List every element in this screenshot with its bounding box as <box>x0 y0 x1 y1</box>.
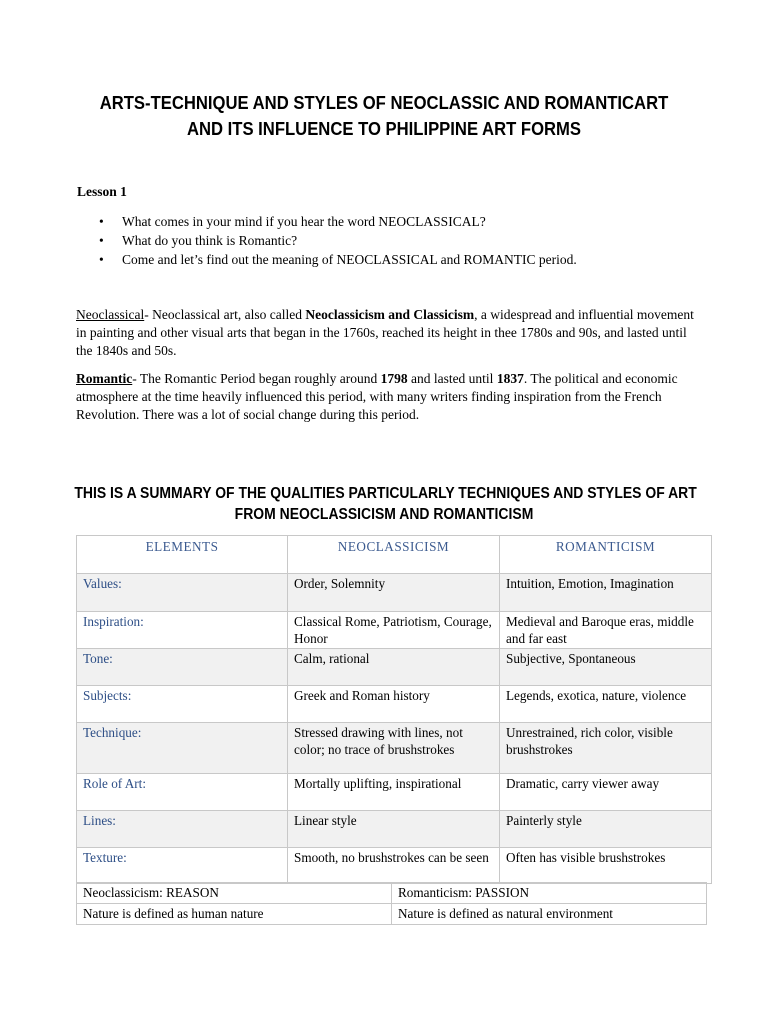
comparison-table <box>76 535 712 884</box>
neoclassicism-summary-cell: Neoclassicism: REASON <box>77 883 392 904</box>
romanticism-cell: Intuition, Emotion, Imagination <box>500 574 712 612</box>
neoclassicism-cell: Order, Solemnity <box>288 574 500 612</box>
table-row <box>77 848 712 884</box>
reason-passion-table <box>76 882 707 925</box>
table-row <box>77 904 707 925</box>
neoclassical-bold: Neoclassicism and Classicism <box>305 307 475 322</box>
romanticism-cell: Subjective, Spontaneous <box>500 649 712 686</box>
romantic-definition <box>76 370 696 425</box>
neoclassical-text-a: - Neoclassical art, also called <box>144 307 306 322</box>
header-elements: ELEMENTS <box>77 536 288 574</box>
romantic-year-start: 1798 <box>380 371 408 386</box>
romanticism-cell: Legends, exotica, nature, violence <box>500 686 712 723</box>
summary-heading <box>74 483 697 525</box>
table-row <box>77 811 712 848</box>
table-row <box>77 612 712 649</box>
neoclassical-text-b: , a widespread and influential movement in painting and other visual arts that began in the 1760s, reached its height in thee 1780s and 90s, and lasted until the 1840s and 50s. <box>76 307 694 359</box>
table-header-row <box>77 536 712 574</box>
neoclassicism-cell: Smooth, no brushstrokes can be seen <box>288 848 500 884</box>
element-cell: Subjects: <box>77 686 288 723</box>
neoclassical-definition <box>76 306 696 361</box>
neoclassicism-cell: Mortally uplifting, inspirational <box>288 774 500 811</box>
question-item: • Come and let’s find out the meaning of NEOCLASSICAL and ROMANTIC period. <box>77 250 577 269</box>
romanticism-cell: Dramatic, carry viewer away <box>500 774 712 811</box>
table-row <box>77 574 712 612</box>
neoclassicism-cell: Linear style <box>288 811 500 848</box>
romanticism-nature-cell: Nature is defined as natural environment <box>392 904 707 925</box>
romantic-text-a: - The Romantic Period began roughly around <box>132 371 381 386</box>
neoclassicism-cell: Stressed drawing with lines, not color; no trace of brushstrokes <box>288 723 500 774</box>
neoclassical-term: Neoclassical <box>76 307 145 322</box>
neoclassicism-cell: Greek and Roman history <box>288 686 500 723</box>
romantic-text-c: . The political and economic atmosphere at the time heavily influenced this period, with many writers finding inspiration from the French Revolution. There was a lot of social change during this period. <box>76 371 678 423</box>
romanticism-summary-cell: Romanticism: PASSION <box>392 883 707 904</box>
romanticism-cell: Painterly style <box>500 811 712 848</box>
romanticism-cell: Medieval and Baroque eras, middle and far east <box>500 612 712 649</box>
table-row <box>77 883 707 904</box>
summary-line-1: THIS IS A SUMMARY OF THE QUALITIES PARTICULARLY TECHNIQUES AND STYLES OF ART <box>74 485 697 502</box>
document-title <box>74 90 693 142</box>
element-cell: Role of Art: <box>77 774 288 811</box>
romantic-text-b: and lasted until <box>407 371 497 386</box>
neoclassicism-nature-cell: Nature is defined as human nature <box>77 904 392 925</box>
question-item: • What do you think is Romantic? <box>77 231 577 250</box>
element-cell: Values: <box>77 574 288 612</box>
title-line-2: AND ITS INFLUENCE TO PHILIPPINE ART FORMS <box>186 118 582 139</box>
header-romanticism: ROMANTICISM <box>500 536 712 574</box>
romantic-term: Romantic <box>76 371 133 386</box>
neoclassicism-cell: Classical Rome, Patriotism, Courage, Honor <box>288 612 500 649</box>
romantic-year-end: 1837 <box>496 371 524 386</box>
table-row <box>77 723 712 774</box>
table-row <box>77 649 712 686</box>
element-cell: Texture: <box>77 848 288 884</box>
header-neoclassicism: NEOCLASSICISM <box>288 536 500 574</box>
neoclassicism-cell: Calm, rational <box>288 649 500 686</box>
element-cell: Tone: <box>77 649 288 686</box>
summary-line-2: FROM NEOCLASSICISM AND ROMANTICISM <box>234 506 534 523</box>
title-line-1: ARTS-TECHNIQUE AND STYLES OF NEOCLASSIC AND ROMANTICART <box>99 92 669 113</box>
table-row <box>77 686 712 723</box>
element-cell: Inspiration: <box>77 612 288 649</box>
lesson-heading: Lesson 1 <box>77 184 127 199</box>
romanticism-cell: Unrestrained, rich color, visible brushstrokes <box>500 723 712 774</box>
element-cell: Lines: <box>77 811 288 848</box>
table-row <box>77 774 712 811</box>
question-item: • What comes in your mind if you hear the word NEOCLASSICAL? <box>77 212 577 231</box>
element-cell: Technique: <box>77 723 288 774</box>
romanticism-cell: Often has visible brushstrokes <box>500 848 712 884</box>
question-list <box>77 212 577 269</box>
